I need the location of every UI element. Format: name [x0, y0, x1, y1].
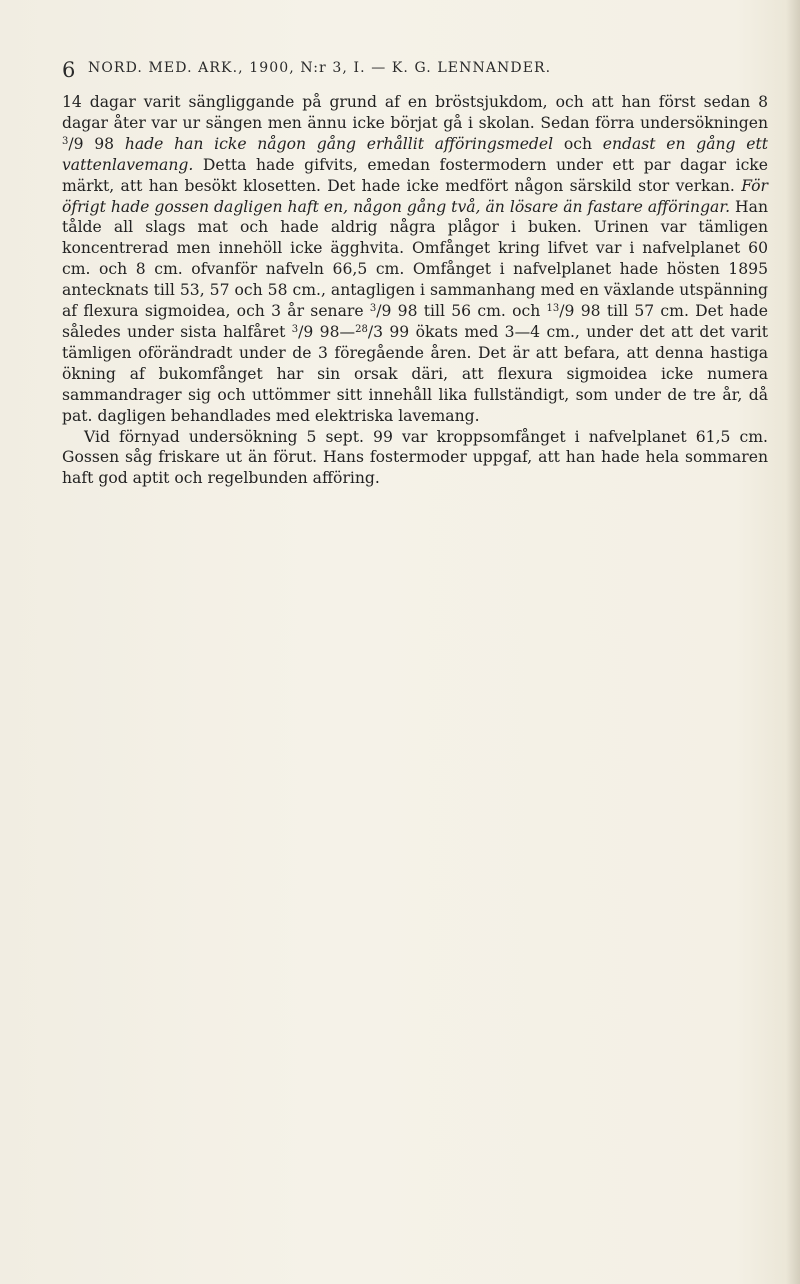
italic-text: För öfrigt hade gossen dagligen haft en, någon gång två, än lösare än fastare afföringar. [62, 176, 768, 216]
body-text [62, 92, 768, 489]
paragraph-1 [62, 92, 768, 427]
fraction-numerator: 28 [355, 323, 368, 335]
paragraph-2: Vid förnyad undersökning 5 sept. 99 var kroppsomfånget i nafvelplanet 61,5 cm. Gossen såg friskare ut än förut. Hans fostermoder uppgaf, att han hade hela sommaren haft god aptit och regelbunden afföring. [62, 427, 768, 488]
text-segment: /9 98 [68, 134, 125, 153]
fraction-numerator: 13 [546, 303, 560, 315]
text-segment: Detta hade gifvits, emedan fostermodern under ett par dagar icke märkt, att han besökt klosetten. Det hade icke medfört någon särskild stor verkan. [62, 155, 768, 195]
page-number: 6 [62, 58, 76, 82]
fraction-numerator: 3 [62, 135, 69, 147]
fraction-numerator: 3 [369, 303, 377, 315]
running-head: NORD. MED. ARK., 1900, N:r 3, I. — K. G. LENNANDER. [88, 60, 552, 76]
fraction-numerator: 3 [291, 323, 299, 335]
text-segment: /9 98— [298, 322, 356, 341]
text-segment: /9 98 till 56 cm. och [376, 302, 547, 321]
italic-text: hade han icke någon gång erhållit afföringsmedel [124, 134, 554, 153]
page-edge-shadow [786, 0, 800, 1284]
text-segment: Han tålde all slags mat och hade aldrig några plågor i buken. Urinen var tämligen koncentrerad men innehöll icke ägghvita. Omfånget kring lifvet var i nafvelplanet 60 cm. och 8 cm. ofvanför nafveln 66,5 cm. Omfånget i nafvelplanet hade hösten 1895 antecknats till 53, 57 och 58 cm., antagligen i sammanhang med en växlande utspänning af flexura sigmoidea, och 3 år senare [62, 197, 768, 321]
text-segment: 14 dagar varit sängliggande på grund af en bröstsjukdom, och att han först sedan 8 dagar åter var ur sängen men ännu icke börjat gå i skolan. Sedan förra undersökningen [62, 93, 768, 132]
text-segment: /9 98 till 57 cm. Det hade således under sista halfåret [62, 302, 768, 341]
italic-text: endast en gång ett vattenlavemang. [62, 134, 768, 174]
text-segment: och [553, 134, 603, 153]
text-segment: /3 99 ökats med 3—4 cm., under det att det varit tämligen oförändradt under de 3 föregående åren. Det är att befara, att denna hastiga ökning af bukomfånget har sin orsak däri, att flexura sigmoidea icke numera sammandrager sig och uttömmer sitt innehåll lika fullständigt, som under de tre år, då pat. dagligen behandlades med elektriska lavemang. [62, 322, 768, 425]
